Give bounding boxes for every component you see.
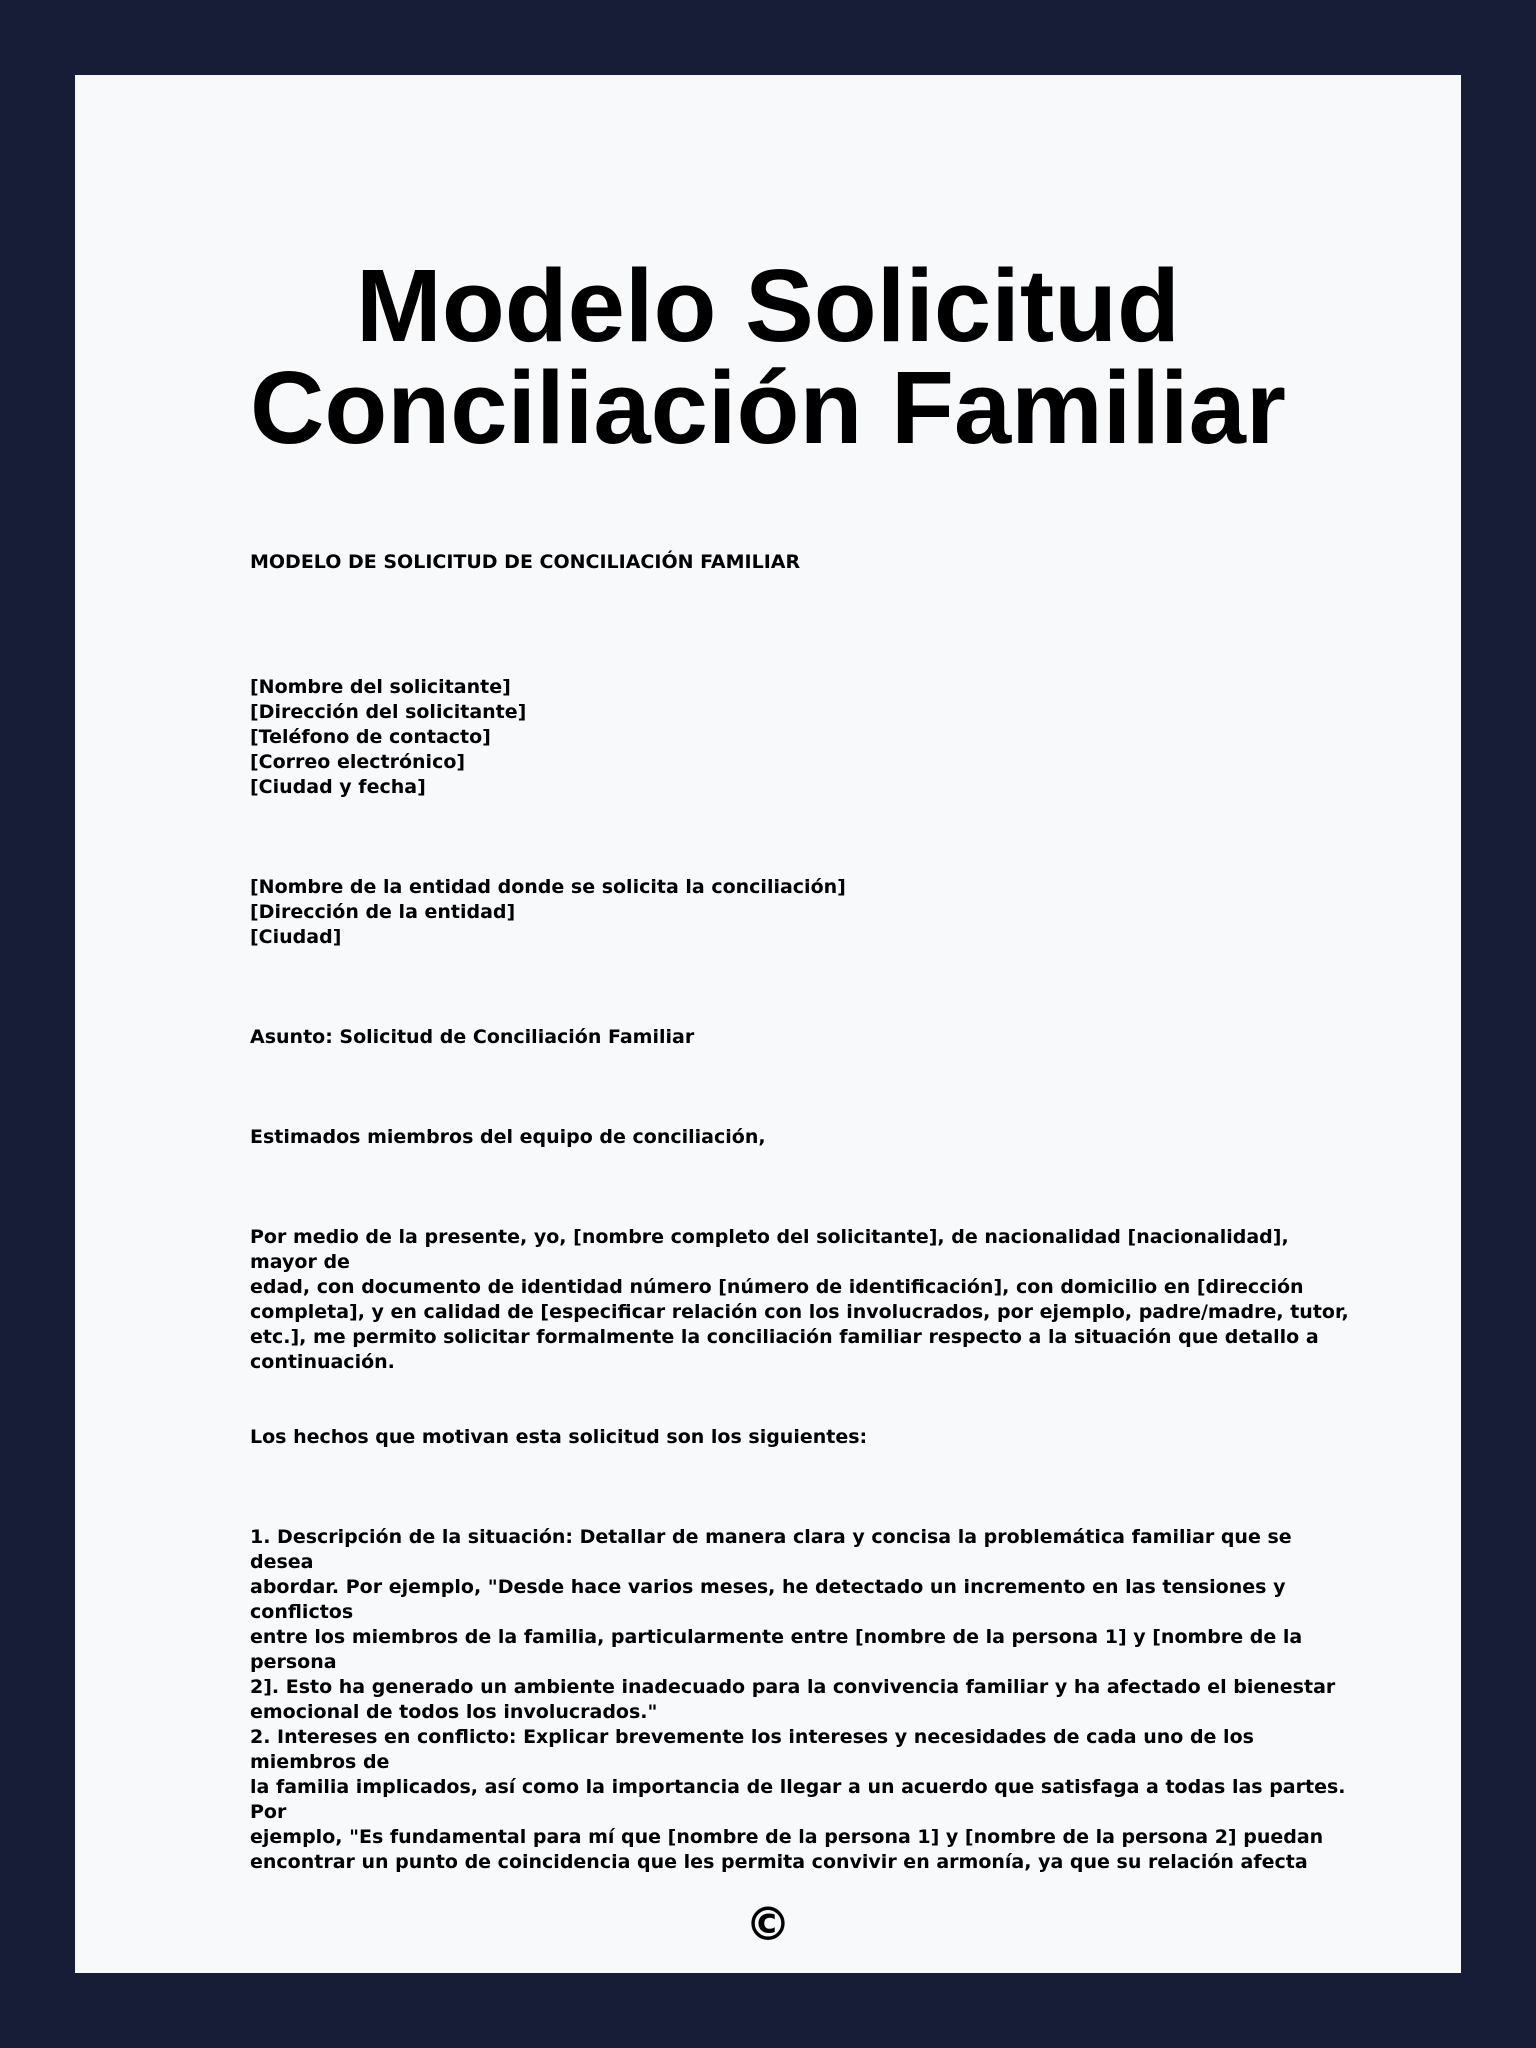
text-line: ejemplo, "Es fundamental para mí que [nombre de la persona 1] y [nombre de la persona 2] puedan [250, 1826, 1324, 1848]
recipient-block [250, 875, 1360, 950]
text-line: completa], y en calidad de [especificar relación con los involucrados, por ejemplo, padre/madre, tutor, [250, 1301, 1349, 1323]
document-title [75, 248, 1461, 465]
sender-phone: [Teléfono de contacto] [250, 726, 491, 748]
subject-line: Asunto: Solicitud de Conciliación Familiar [250, 1026, 695, 1048]
facts-intro: Los hechos que motivan esta solicitud son los siguientes: [250, 1426, 868, 1448]
text-line: entre los miembros de la familia, particularmente entre [nombre de la persona 1] y [nombre de la persona [250, 1626, 1303, 1673]
document-page [75, 75, 1461, 1973]
sender-name: [Nombre del solicitante] [250, 676, 511, 698]
text-line: la familia implicados, así como la importancia de llegar a un acuerdo que satisfaga a todas las partes. Por [250, 1776, 1346, 1823]
text-line: 2]. Esto ha generado un ambiente inadecuado para la convivencia familiar y ha afectado el bienestar [250, 1676, 1336, 1698]
text-line: continuación. [250, 1351, 395, 1373]
text-line: edad, con documento de identidad número [número de identificación], con domicilio en [dirección [250, 1276, 1304, 1298]
text-line: 2. Intereses en conflicto: Explicar brevemente los intereses y necesidades de cada uno de los miembros de [250, 1726, 1254, 1773]
title-line-1: Modelo Solicitud [356, 248, 1180, 363]
sender-email: [Correo electrónico] [250, 751, 466, 773]
text-line: encontrar un punto de coincidencia que les permita convivir en armonía, ya que su relación afecta [250, 1851, 1308, 1873]
recipient-address: [Dirección de la entidad] [250, 901, 516, 923]
greeting: Estimados miembros del equipo de conciliación, [250, 1126, 766, 1148]
text-line: Por medio de la presente, yo, [nombre completo del solicitante], de nacionalidad [nacionalidad], mayor de [250, 1226, 1289, 1273]
intro-paragraph [250, 1225, 1360, 1375]
point-1-paragraph [250, 1525, 1360, 1725]
sender-block [250, 675, 1360, 800]
copyright-icon: © [745, 1897, 791, 1951]
recipient-entity: [Nombre de la entidad donde se solicita la conciliación] [250, 876, 846, 898]
sender-address: [Dirección del solicitante] [250, 701, 527, 723]
text-line: 1. Descripción de la situación: Detallar de manera clara y concisa la problemática familiar que se desea [250, 1526, 1292, 1573]
point-2-paragraph [250, 1725, 1360, 1875]
recipient-city: [Ciudad] [250, 926, 342, 948]
text-line: etc.], me permito solicitar formalmente la conciliación familiar respecto a la situación que detallo a [250, 1326, 1319, 1348]
text-line: emocional de todos los involucrados." [250, 1701, 658, 1723]
sender-city-date: [Ciudad y fecha] [250, 776, 426, 798]
title-line-2: Conciliación Familiar [250, 350, 1286, 465]
text-line: abordar. Por ejemplo, "Desde hace varios meses, he detectado un incremento en las tensiones y conflictos [250, 1576, 1286, 1623]
document-heading: MODELO DE SOLICITUD DE CONCILIACIÓN FAMILIAR [250, 551, 801, 573]
